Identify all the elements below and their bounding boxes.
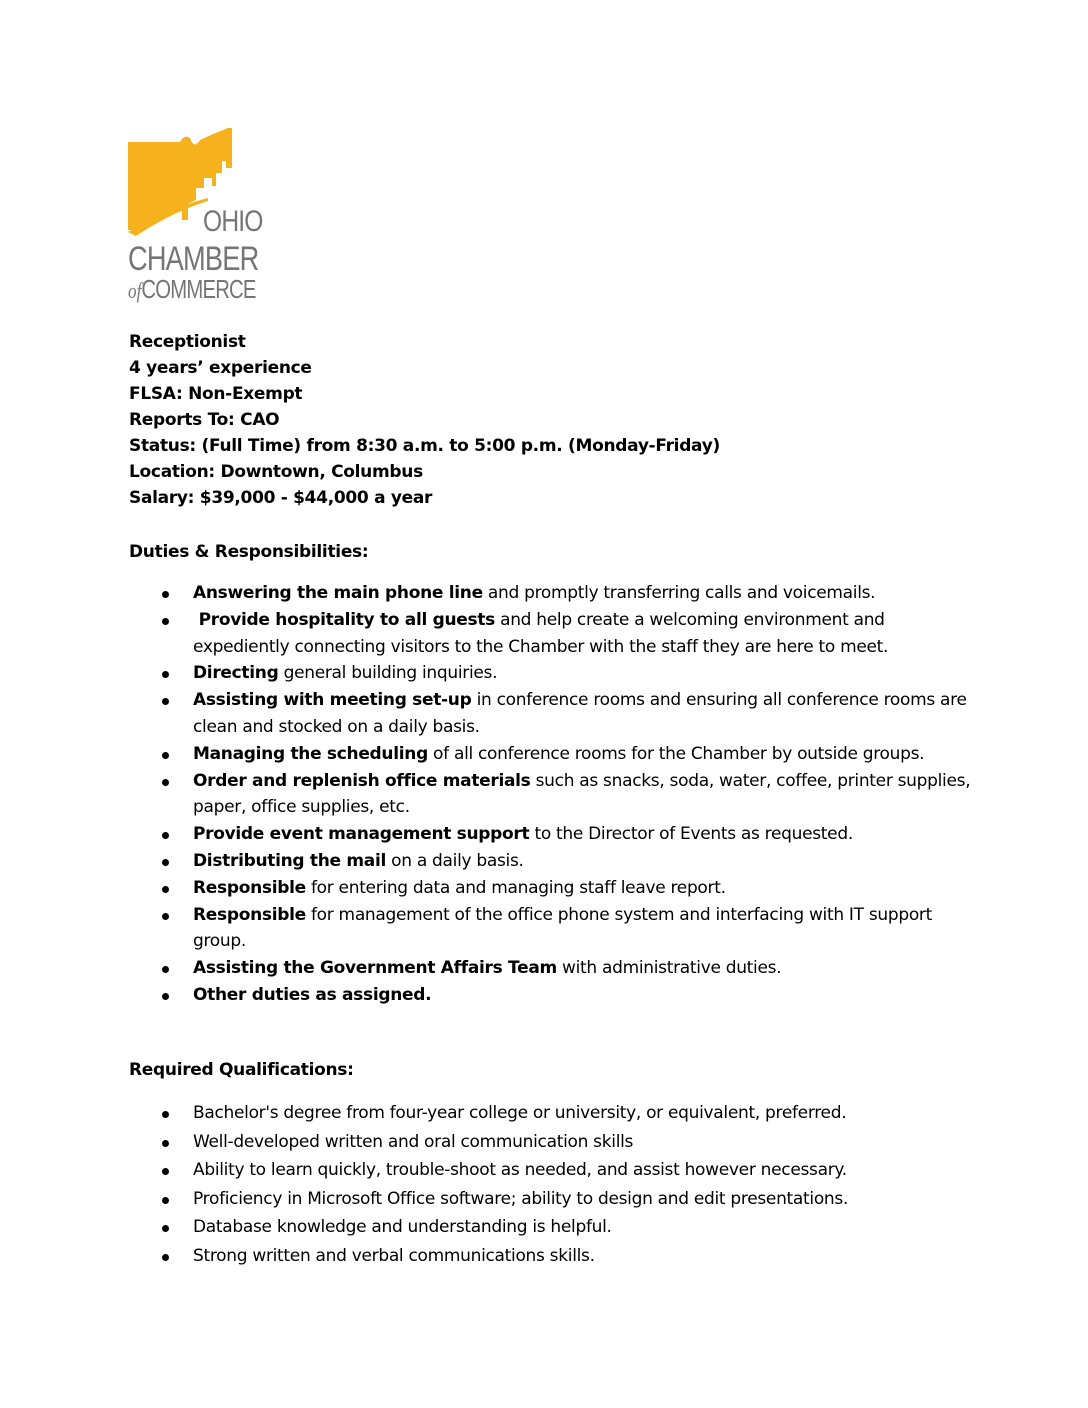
duty-emphasis: Assisting with meeting set-up bbox=[193, 690, 472, 711]
duty-text: general building inquiries. bbox=[278, 663, 498, 684]
duty-emphasis: Provide event management support bbox=[193, 824, 530, 845]
bullet-icon bbox=[162, 993, 169, 1000]
job-status: Status: (Full Time) from 8:30 a.m. to 5:00 p.m. (Monday-Friday) bbox=[129, 436, 720, 456]
list-item bbox=[0, 741, 973, 768]
qualifications-list bbox=[0, 1099, 973, 1270]
ohio-chamber-logo bbox=[128, 128, 288, 303]
list-item bbox=[0, 1099, 973, 1128]
list-item bbox=[0, 982, 973, 1009]
bullet-icon bbox=[162, 779, 169, 786]
qualification-text: Strong written and verbal communications skills. bbox=[193, 1245, 595, 1266]
duty-text: in conference rooms and ensuring all conference rooms are clean and stocked on a daily basis. bbox=[193, 690, 967, 737]
job-experience: 4 years’ experience bbox=[129, 358, 312, 378]
job-title: Receptionist bbox=[129, 332, 246, 352]
duty-emphasis: Provide hospitality to all guests bbox=[193, 609, 495, 630]
bullet-icon bbox=[162, 591, 169, 598]
duty-text: for management of the office phone system and interfacing with IT support group. bbox=[193, 904, 932, 952]
list-item bbox=[0, 1213, 973, 1242]
job-header bbox=[129, 329, 720, 511]
duty-text: with administrative duties. bbox=[556, 958, 782, 979]
job-flsa: FLSA: Non-Exempt bbox=[129, 384, 303, 404]
list-item bbox=[0, 607, 973, 661]
duty-text: to the Director of Events as requested. bbox=[529, 824, 853, 845]
bullet-icon bbox=[162, 752, 169, 759]
duties-heading: Duties & Responsibilities: bbox=[129, 542, 369, 562]
duty-emphasis: Order and replenish office materials bbox=[193, 770, 531, 791]
list-item bbox=[0, 821, 973, 848]
duty-emphasis: Managing the scheduling bbox=[193, 743, 428, 764]
list-item bbox=[0, 955, 973, 982]
bullet-icon bbox=[162, 832, 169, 839]
bullet-icon bbox=[162, 1197, 169, 1204]
bullet-icon bbox=[162, 1254, 169, 1261]
duty-emphasis: Responsible bbox=[193, 904, 306, 925]
qualifications-heading: Required Qualifications: bbox=[129, 1060, 354, 1080]
list-item bbox=[0, 902, 973, 956]
list-item bbox=[0, 687, 973, 741]
bullet-icon bbox=[162, 1168, 169, 1175]
bullet-icon bbox=[162, 913, 169, 920]
duty-text: and help create a welcoming environment and expediently connecting visitors to the Chamber with the staff they are here to meet. bbox=[193, 609, 889, 657]
bullet-icon bbox=[162, 698, 169, 705]
duty-emphasis: Distributing the mail bbox=[193, 850, 387, 871]
list-item bbox=[0, 580, 973, 607]
bullet-icon bbox=[162, 1225, 169, 1232]
list-item bbox=[0, 1156, 973, 1185]
bullet-icon bbox=[162, 1140, 169, 1147]
bullet-icon bbox=[162, 671, 169, 678]
logo-text-chamber: CHAMBER bbox=[128, 240, 259, 278]
bullet-icon bbox=[162, 618, 169, 625]
logo-text-ohio: OHIO bbox=[203, 205, 263, 238]
bullet-icon bbox=[162, 886, 169, 893]
bullet-icon bbox=[162, 859, 169, 866]
duty-text: for entering data and managing staff leave report. bbox=[305, 877, 726, 898]
qualification-text: Ability to learn quickly, trouble-shoot as needed, and assist however necessary. bbox=[193, 1160, 847, 1180]
list-item bbox=[0, 768, 973, 822]
job-salary: Salary: $39,000 - $44,000 a year bbox=[129, 488, 433, 508]
duty-emphasis: Assisting the Government Affairs Team bbox=[193, 958, 557, 979]
duty-emphasis: Other duties as assigned. bbox=[193, 984, 432, 1005]
logo-text-commerce-word: COMMERCE bbox=[141, 274, 256, 304]
list-item bbox=[0, 1185, 973, 1214]
duty-text: of all conference rooms for the Chamber by outside groups. bbox=[427, 743, 925, 764]
duty-emphasis: Responsible bbox=[193, 877, 306, 898]
list-item bbox=[0, 875, 973, 902]
list-item bbox=[0, 1128, 973, 1157]
qualification-text: Bachelor's degree from four-year college or university, or equivalent, preferred. bbox=[193, 1103, 847, 1123]
bullet-icon bbox=[162, 966, 169, 973]
list-item bbox=[0, 848, 973, 875]
logo-text-of: of bbox=[128, 278, 142, 303]
qualification-text: Proficiency in Microsoft Office software; ability to design and edit presentations. bbox=[193, 1188, 849, 1209]
duty-text: on a daily basis. bbox=[386, 850, 524, 871]
list-item bbox=[0, 660, 973, 687]
bullet-icon bbox=[162, 1111, 169, 1118]
duty-text: and promptly transferring calls and voicemails. bbox=[482, 583, 876, 603]
logo-text-commerce bbox=[128, 276, 256, 302]
list-item bbox=[0, 1242, 973, 1271]
duties-list bbox=[0, 580, 973, 1009]
duty-emphasis: Answering the main phone line bbox=[193, 583, 483, 603]
qualification-text: Well-developed written and oral communication skills bbox=[193, 1131, 634, 1152]
job-location: Location: Downtown, Columbus bbox=[129, 462, 423, 482]
qualification-text: Database knowledge and understanding is helpful. bbox=[193, 1217, 612, 1237]
duty-emphasis: Directing bbox=[193, 663, 279, 684]
duty-text: such as snacks, soda, water, coffee, printer supplies, paper, office supplies, etc. bbox=[193, 770, 971, 818]
job-reports-to: Reports To: CAO bbox=[129, 410, 280, 430]
